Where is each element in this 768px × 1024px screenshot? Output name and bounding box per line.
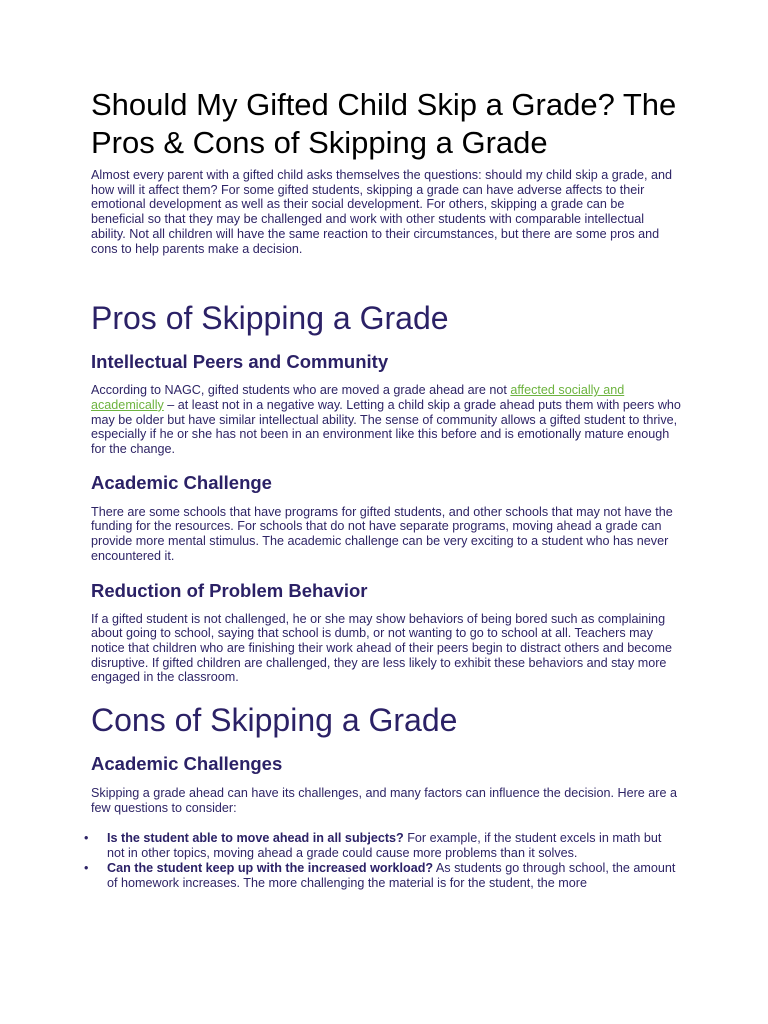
affected-socially-link[interactable]: affected socially and academically xyxy=(91,383,625,412)
intellectual-peers-heading: Intellectual Peers and Community xyxy=(91,351,389,373)
question-text: For example, if the student excels in math but not in other topics, moving ahead a grade could cause more problems than it solves. xyxy=(107,831,662,861)
page-title: Should My Gifted Child Skip a Grade? The Pros & Cons of Skipping a Grade xyxy=(91,87,677,160)
questions-list xyxy=(84,831,681,890)
problem-behavior-paragraph: If a gifted student is not challenged, he or she may show behaviors of being bored such as complaining about going to school, saying that school is dumb, or not wanting to go to school at all. Teachers may notice that children who are finishing their work ahead of their peers begin to distract others and become disruptive. If gifted children are challenged, they are less likely to exhibit these behaviors and stay more engaged in the classroom. xyxy=(91,611,673,685)
document-page xyxy=(84,86,681,890)
cons-heading: Cons of Skipping a Grade xyxy=(91,702,458,739)
bullet-icon: • xyxy=(84,831,89,846)
intro-paragraph: Almost every parent with a gifted child asks themselves the questions: should my child skip a grade, and how will it affect them? For some gifted students, skipping a grade can have adverse affects to their emotional development as well as their social development. For others, skipping a grade can be beneficial so that they may be challenged and work with other students with comparable intellectual ability. Not all children will have the same reaction to their circumstances, but there are some pros and cons to help parents make a decision. xyxy=(91,168,673,256)
academic-challenges-heading: Academic Challenges xyxy=(91,753,283,775)
pros-heading: Pros of Skipping a Grade xyxy=(91,300,449,337)
academic-challenges-paragraph: Skipping a grade ahead can have its challenges, and many factors can influence the decision. Here are a few questions to consider: xyxy=(91,786,677,815)
bullet-icon: • xyxy=(84,860,89,875)
intellectual-peers-text-start: According to NAGC, gifted students who are moved a grade ahead are not xyxy=(91,383,511,398)
list-item xyxy=(84,831,681,861)
academic-challenge-paragraph: There are some schools that have programs for gifted students, and other schools that may not have the funding for the resources. For schools that do not have separate programs, moving ahead a grade can provide more mental stimulus. The academic challenge can be very exciting to a student who has never encountered it. xyxy=(91,504,673,563)
question-text: As students go through school, the amount of homework increases. The more challenging the material is for the student, the more xyxy=(107,860,676,890)
problem-behavior-heading: Reduction of Problem Behavior xyxy=(91,579,368,601)
academic-challenge-heading: Academic Challenge xyxy=(91,471,272,493)
question-bold: Can the student keep up with the increased workload? xyxy=(107,860,434,875)
intellectual-peers-paragraph xyxy=(91,383,681,457)
list-item xyxy=(84,860,681,890)
question-bold: Is the student able to move ahead in all subjects? xyxy=(107,831,404,846)
intellectual-peers-text-end: – at least not in a negative way. Letting a child skip a grade ahead puts them with peers who may be older but have similar intellectual ability. The sense of community allows a gifted student to thrive, especially if he or she has not been in an environment like this before and is emotionally mature enough for the change. xyxy=(91,397,681,457)
